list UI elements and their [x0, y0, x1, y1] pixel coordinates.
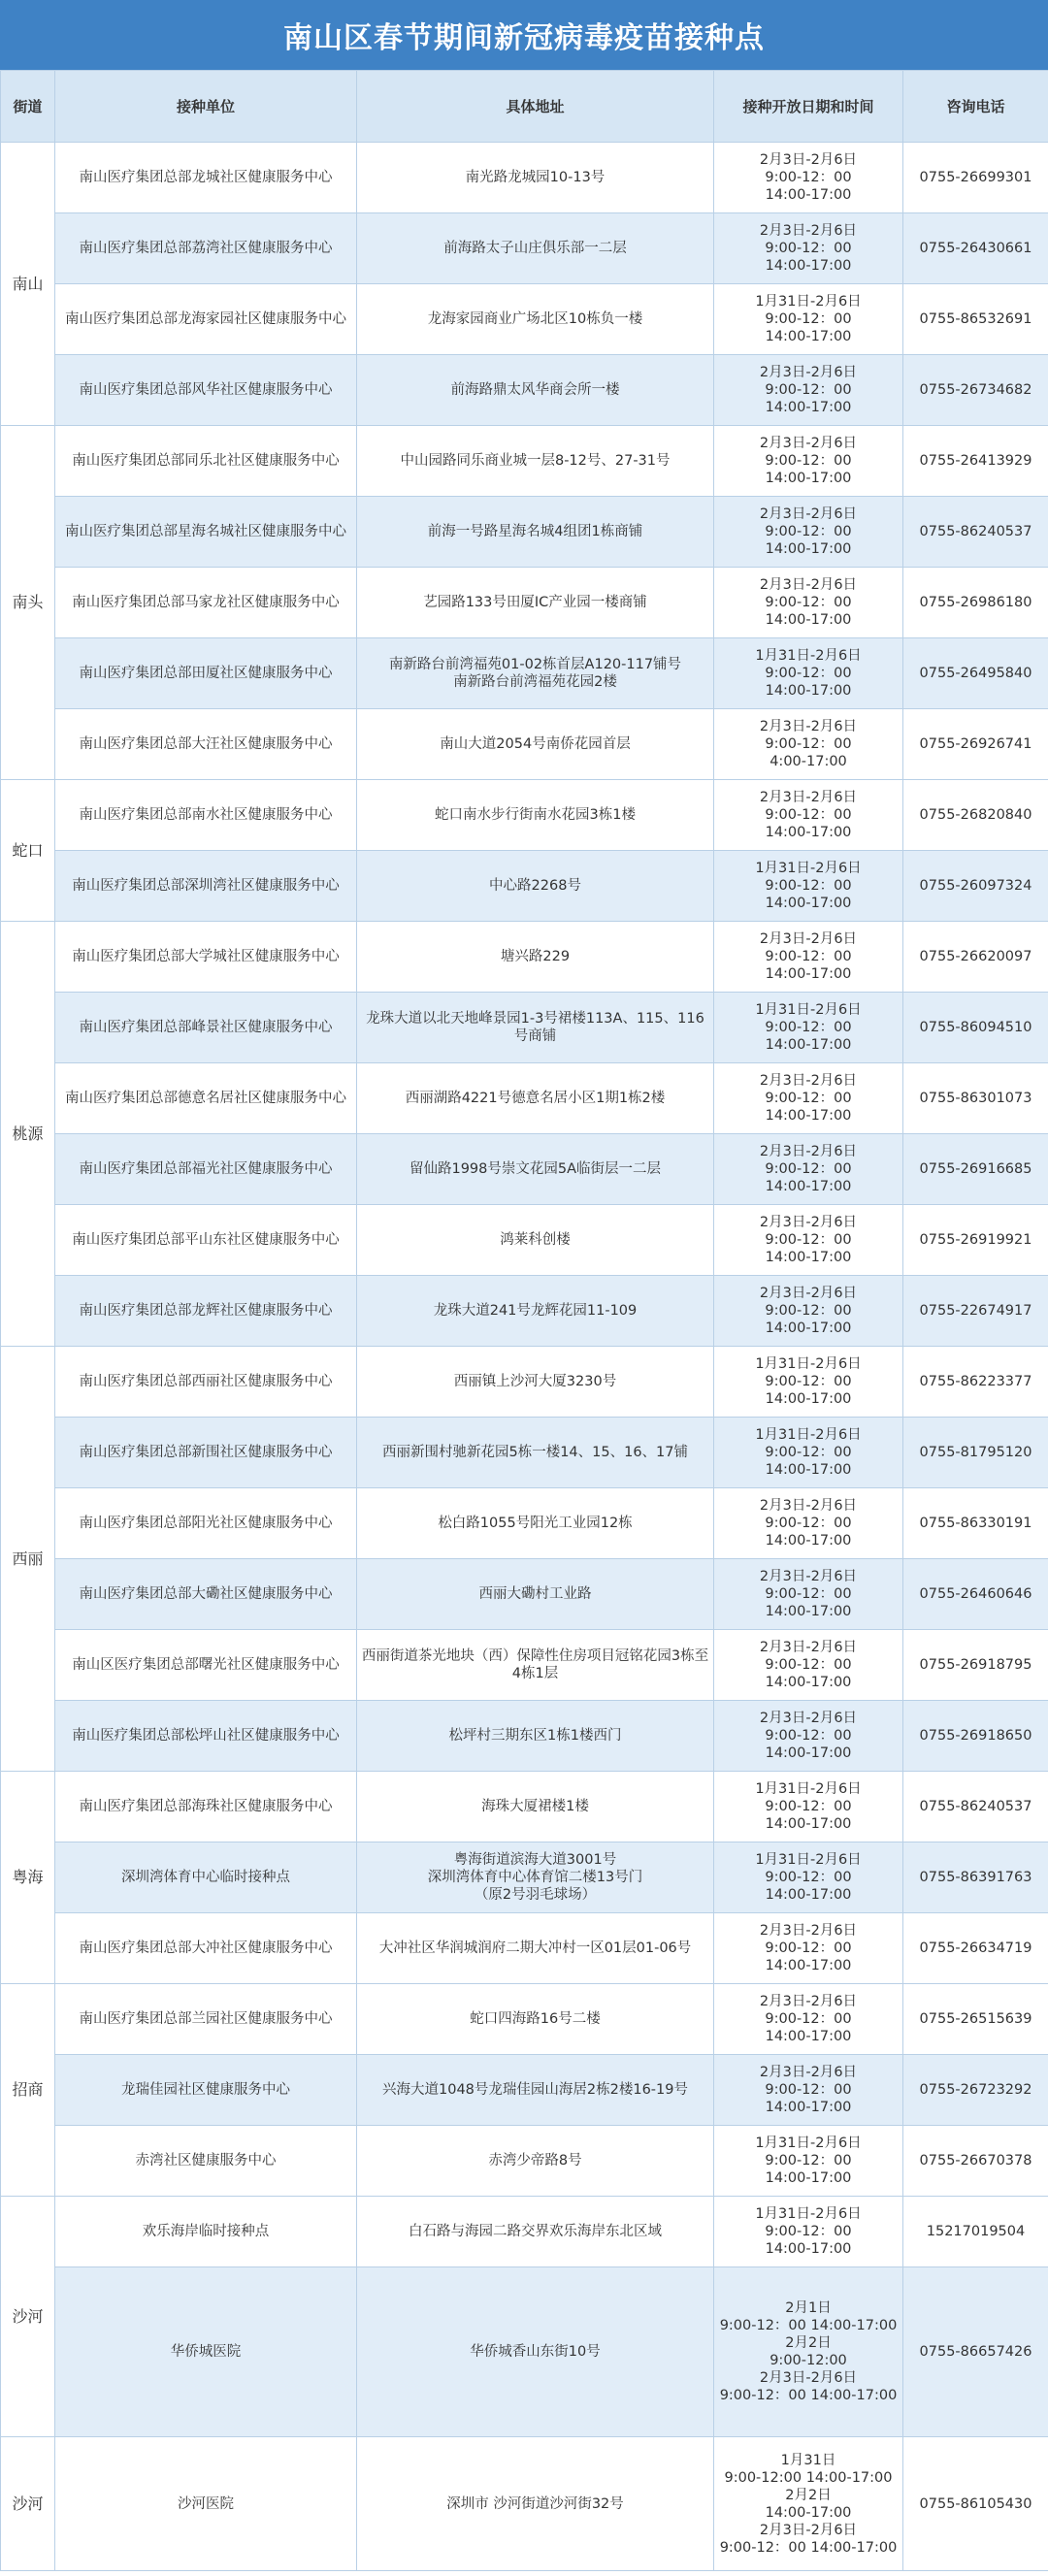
address-cell: 粤海街道滨海大道3001号 深圳湾体育中心体育馆二楼13号门 （原2号羽毛球场）	[357, 1842, 714, 1913]
table-row	[1, 2437, 1048, 2571]
unit-cell: 南山区医疗集团总部曙光社区健康服务中心	[55, 1630, 357, 1701]
table-row	[1, 780, 1048, 851]
time-cell: 2月3日-2月6日 9:00-12：00 14:00-17:00	[714, 355, 903, 426]
unit-cell: 欢乐海岸临时接种点	[55, 2197, 357, 2267]
time-cell: 2月3日-2月6日 9:00-12：00 14:00-17:00	[714, 780, 903, 851]
unit-cell: 南山医疗集团总部星海名城社区健康服务中心	[55, 497, 357, 568]
address-cell: 蛇口四海路16号二楼	[357, 1984, 714, 2055]
table-row	[1, 709, 1048, 780]
phone-cell: 0755-26460646	[903, 1559, 1048, 1630]
district-cell: 粤海	[1, 1772, 55, 1984]
phone-cell: 0755-26820840	[903, 780, 1048, 851]
address-cell: 西丽大磡村工业路	[357, 1559, 714, 1630]
unit-cell: 南山医疗集团总部龙海家园社区健康服务中心	[55, 284, 357, 355]
unit-cell: 深圳湾体育中心临时接种点	[55, 1842, 357, 1913]
unit-cell: 南山医疗集团总部阳光社区健康服务中心	[55, 1488, 357, 1559]
unit-cell: 沙河医院	[55, 2437, 357, 2571]
unit-cell: 南山医疗集团总部福光社区健康服务中心	[55, 1134, 357, 1205]
time-cell: 2月3日-2月6日 9:00-12：00 14:00-17:00	[714, 1701, 903, 1772]
address-cell: 大冲社区华润城润府二期大冲村一区01层01-06号	[357, 1913, 714, 1984]
header-phone: 咨询电话	[903, 71, 1048, 143]
time-cell: 2月3日-2月6日 9:00-12：00 14:00-17:00	[714, 1913, 903, 1984]
phone-cell: 0755-26723292	[903, 2055, 1048, 2126]
time-cell: 2月3日-2月6日 9:00-12：00 14:00-17:00	[714, 143, 903, 213]
time-cell: 2月3日-2月6日 9:00-12：00 14:00-17:00	[714, 213, 903, 284]
table-row	[1, 1559, 1048, 1630]
unit-cell: 南山医疗集团总部南水社区健康服务中心	[55, 780, 357, 851]
address-cell: 塘兴路229	[357, 922, 714, 993]
district-cell: 西丽	[1, 1347, 55, 1772]
address-cell: 海珠大厦裙楼1楼	[357, 1772, 714, 1842]
unit-cell: 赤湾社区健康服务中心	[55, 2126, 357, 2197]
table-row	[1, 355, 1048, 426]
district-cell: 沙河	[1, 2197, 55, 2437]
phone-cell: 0755-86532691	[903, 284, 1048, 355]
phone-cell: 0755-26919921	[903, 1205, 1048, 1276]
time-cell: 2月3日-2月6日 9:00-12：00 14:00-17:00	[714, 922, 903, 993]
phone-cell: 0755-26495840	[903, 638, 1048, 709]
time-cell: 2月3日-2月6日 9:00-12：00 14:00-17:00	[714, 426, 903, 497]
unit-cell: 南山医疗集团总部深圳湾社区健康服务中心	[55, 851, 357, 922]
address-cell: 蛇口南水步行街南水花园3栋1楼	[357, 780, 714, 851]
table-row	[1, 922, 1048, 993]
phone-cell: 0755-26430661	[903, 213, 1048, 284]
unit-cell: 南山医疗集团总部松坪山社区健康服务中心	[55, 1701, 357, 1772]
unit-cell: 南山医疗集团总部兰园社区健康服务中心	[55, 1984, 357, 2055]
time-cell: 1月31日-2月6日 9:00-12：00 14:00-17:00	[714, 284, 903, 355]
district-cell: 招商	[1, 1984, 55, 2197]
phone-cell: 0755-86391763	[903, 1842, 1048, 1913]
time-cell: 2月3日-2月6日 9:00-12：00 14:00-17:00	[714, 1205, 903, 1276]
address-cell: 南山大道2054号南侨花园首层	[357, 709, 714, 780]
vaccination-table	[0, 70, 1048, 2571]
district-cell: 沙河	[1, 2437, 55, 2571]
phone-cell: 0755-26916685	[903, 1134, 1048, 1205]
unit-cell: 南山医疗集团总部荔湾社区健康服务中心	[55, 213, 357, 284]
unit-cell: 南山医疗集团总部田厦社区健康服务中心	[55, 638, 357, 709]
address-cell: 松坪村三期东区1栋1楼西门	[357, 1701, 714, 1772]
table-row	[1, 993, 1048, 1063]
address-cell: 松白路1055号阳光工业园12栋	[357, 1488, 714, 1559]
phone-cell: 0755-86330191	[903, 1488, 1048, 1559]
time-cell: 2月1日 9:00-12：00 14:00-17:00 2月2日 9:00-12:00 2月3日-2月6日 9:00-12：00 14:00-17:00	[714, 2267, 903, 2437]
header-address: 具体地址	[357, 71, 714, 143]
phone-cell: 0755-26670378	[903, 2126, 1048, 2197]
address-cell: 前海一号路星海名城4组团1栋商铺	[357, 497, 714, 568]
table-row	[1, 1488, 1048, 1559]
table-row	[1, 1063, 1048, 1134]
unit-cell: 龙瑞佳园社区健康服务中心	[55, 2055, 357, 2126]
table-row	[1, 638, 1048, 709]
phone-cell: 0755-26515639	[903, 1984, 1048, 2055]
table-row	[1, 213, 1048, 284]
table-row	[1, 1630, 1048, 1701]
table-row	[1, 1418, 1048, 1488]
phone-cell: 15217019504	[903, 2197, 1048, 2267]
header-row	[1, 71, 1048, 143]
unit-cell: 南山医疗集团总部大汪社区健康服务中心	[55, 709, 357, 780]
phone-cell: 0755-26926741	[903, 709, 1048, 780]
time-cell: 2月3日-2月6日 9:00-12：00 14:00-17:00	[714, 568, 903, 638]
table-row	[1, 1347, 1048, 1418]
address-cell: 白石路与海园二路交界欢乐海岸东北区域	[357, 2197, 714, 2267]
unit-cell: 南山医疗集团总部大学城社区健康服务中心	[55, 922, 357, 993]
address-cell: 留仙路1998号崇文花园5A临街层一二层	[357, 1134, 714, 1205]
unit-cell: 南山医疗集团总部峰景社区健康服务中心	[55, 993, 357, 1063]
table-row	[1, 2126, 1048, 2197]
phone-cell: 0755-26918650	[903, 1701, 1048, 1772]
address-cell: 西丽镇上沙河大厦3230号	[357, 1347, 714, 1418]
table-row	[1, 1134, 1048, 1205]
table-row	[1, 426, 1048, 497]
phone-cell: 0755-22674917	[903, 1276, 1048, 1347]
time-cell: 1月31日-2月6日 9:00-12：00 14:00-17:00	[714, 1842, 903, 1913]
address-cell: 南光路龙城园10-13号	[357, 143, 714, 213]
address-cell: 中心路2268号	[357, 851, 714, 922]
address-cell: 赤湾少帝路8号	[357, 2126, 714, 2197]
unit-cell: 南山医疗集团总部新围社区健康服务中心	[55, 1418, 357, 1488]
phone-cell: 0755-26413929	[903, 426, 1048, 497]
address-cell: 西丽新围村驰新花园5栋一楼14、15、16、17铺	[357, 1418, 714, 1488]
address-cell: 艺园路133号田厦IC产业园一楼商铺	[357, 568, 714, 638]
time-cell: 2月3日-2月6日 9:00-12：00 14:00-17:00	[714, 1984, 903, 2055]
table-row	[1, 1276, 1048, 1347]
unit-cell: 南山医疗集团总部同乐北社区健康服务中心	[55, 426, 357, 497]
unit-cell: 华侨城医院	[55, 2267, 357, 2437]
time-cell: 1月31日-2月6日 9:00-12：00 14:00-17:00	[714, 851, 903, 922]
time-cell: 1月31日-2月6日 9:00-12：00 14:00-17:00	[714, 638, 903, 709]
address-cell: 南新路台前湾福苑01-02栋首层A120-117铺号 南新路台前湾福苑花园2楼	[357, 638, 714, 709]
unit-cell: 南山医疗集团总部德意名居社区健康服务中心	[55, 1063, 357, 1134]
phone-cell: 0755-86223377	[903, 1347, 1048, 1418]
table-row	[1, 1205, 1048, 1276]
address-cell: 龙珠大道以北天地峰景园1-3号裙楼113A、115、116号商铺	[357, 993, 714, 1063]
phone-cell: 0755-86094510	[903, 993, 1048, 1063]
phone-cell: 0755-26634719	[903, 1913, 1048, 1984]
phone-cell: 0755-81795120	[903, 1418, 1048, 1488]
header-district: 街道	[1, 71, 55, 143]
unit-cell: 南山医疗集团总部风华社区健康服务中心	[55, 355, 357, 426]
address-cell: 前海路鼎太风华商会所一楼	[357, 355, 714, 426]
table-row	[1, 1913, 1048, 1984]
unit-cell: 南山医疗集团总部西丽社区健康服务中心	[55, 1347, 357, 1418]
address-cell: 龙海家园商业广场北区10栋负一楼	[357, 284, 714, 355]
address-cell: 西丽街道茶光地块（西）保障性住房项目冠铭花园3栋至4栋1层	[357, 1630, 714, 1701]
time-cell: 1月31日-2月6日 9:00-12：00 14:00-17:00	[714, 1418, 903, 1488]
address-cell: 兴海大道1048号龙瑞佳园山海居2栋2楼16-19号	[357, 2055, 714, 2126]
table-row	[1, 1842, 1048, 1913]
time-cell: 2月3日-2月6日 9:00-12：00 14:00-17:00	[714, 1276, 903, 1347]
district-cell: 桃源	[1, 922, 55, 1347]
phone-cell: 0755-86105430	[903, 2437, 1048, 2571]
time-cell: 1月31日-2月6日 9:00-12：00 14:00-17:00	[714, 1347, 903, 1418]
address-cell: 前海路太子山庄俱乐部一二层	[357, 213, 714, 284]
district-cell: 蛇口	[1, 780, 55, 922]
time-cell: 2月3日-2月6日 9:00-12：00 14:00-17:00	[714, 1488, 903, 1559]
table-row	[1, 1701, 1048, 1772]
phone-cell: 0755-26986180	[903, 568, 1048, 638]
unit-cell: 南山医疗集团总部龙城社区健康服务中心	[55, 143, 357, 213]
unit-cell: 南山医疗集团总部大冲社区健康服务中心	[55, 1913, 357, 1984]
table-row	[1, 2197, 1048, 2267]
time-cell: 2月3日-2月6日 9:00-12：00 14:00-17:00	[714, 1559, 903, 1630]
table-row	[1, 1984, 1048, 2055]
table-row	[1, 1772, 1048, 1842]
address-cell: 深圳市 沙河街道沙河街32号	[357, 2437, 714, 2571]
address-cell: 西丽湖路4221号德意名居小区1期1栋2楼	[357, 1063, 714, 1134]
time-cell: 2月3日-2月6日 9:00-12：00 14:00-17:00	[714, 1630, 903, 1701]
time-cell: 2月3日-2月6日 9:00-12：00 14:00-17:00	[714, 497, 903, 568]
address-cell: 中山园路同乐商业城一层8-12号、27-31号	[357, 426, 714, 497]
table-body	[1, 143, 1048, 2571]
time-cell: 2月3日-2月6日 9:00-12：00 14:00-17:00	[714, 2055, 903, 2126]
phone-cell: 0755-26699301	[903, 143, 1048, 213]
table-row	[1, 284, 1048, 355]
table-row	[1, 497, 1048, 568]
phone-cell: 0755-26097324	[903, 851, 1048, 922]
phone-cell: 0755-26918795	[903, 1630, 1048, 1701]
time-cell: 2月3日-2月6日 9:00-12：00 14:00-17:00	[714, 1063, 903, 1134]
district-cell: 南头	[1, 426, 55, 780]
phone-cell: 0755-86240537	[903, 497, 1048, 568]
phone-cell: 0755-86301073	[903, 1063, 1048, 1134]
unit-cell: 南山医疗集团总部马家龙社区健康服务中心	[55, 568, 357, 638]
phone-cell: 0755-26620097	[903, 922, 1048, 993]
table-row	[1, 2267, 1048, 2437]
time-cell: 2月3日-2月6日 9:00-12：00 14:00-17:00	[714, 1134, 903, 1205]
time-cell: 1月31日-2月6日 9:00-12：00 14:00-17:00	[714, 1772, 903, 1842]
phone-cell: 0755-86240537	[903, 1772, 1048, 1842]
time-cell: 1月31日-2月6日 9:00-12：00 14:00-17:00	[714, 993, 903, 1063]
unit-cell: 南山医疗集团总部龙辉社区健康服务中心	[55, 1276, 357, 1347]
time-cell: 1月31日-2月6日 9:00-12：00 14:00-17:00	[714, 2197, 903, 2267]
address-cell: 华侨城香山东街10号	[357, 2267, 714, 2437]
table-row	[1, 851, 1048, 922]
unit-cell: 南山医疗集团总部海珠社区健康服务中心	[55, 1772, 357, 1842]
table-row	[1, 2055, 1048, 2126]
header-unit: 接种单位	[55, 71, 357, 143]
time-cell: 2月3日-2月6日 9:00-12：00 4:00-17:00	[714, 709, 903, 780]
header-time: 接种开放日期和时间	[714, 71, 903, 143]
phone-cell: 0755-26734682	[903, 355, 1048, 426]
page-title: 南山区春节期间新冠病毒疫苗接种点	[0, 0, 1048, 70]
table-row	[1, 143, 1048, 213]
time-cell: 1月31日-2月6日 9:00-12：00 14:00-17:00	[714, 2126, 903, 2197]
time-cell: 1月31日 9:00-12:00 14:00-17:00 2月2日 14:00-17:00 2月3日-2月6日 9:00-12：00 14:00-17:00	[714, 2437, 903, 2571]
address-cell: 龙珠大道241号龙辉花园11-109	[357, 1276, 714, 1347]
unit-cell: 南山医疗集团总部平山东社区健康服务中心	[55, 1205, 357, 1276]
unit-cell: 南山医疗集团总部大磡社区健康服务中心	[55, 1559, 357, 1630]
phone-cell: 0755-86657426	[903, 2267, 1048, 2437]
address-cell: 鸿莱科创楼	[357, 1205, 714, 1276]
district-cell: 南山	[1, 143, 55, 426]
table-row	[1, 568, 1048, 638]
